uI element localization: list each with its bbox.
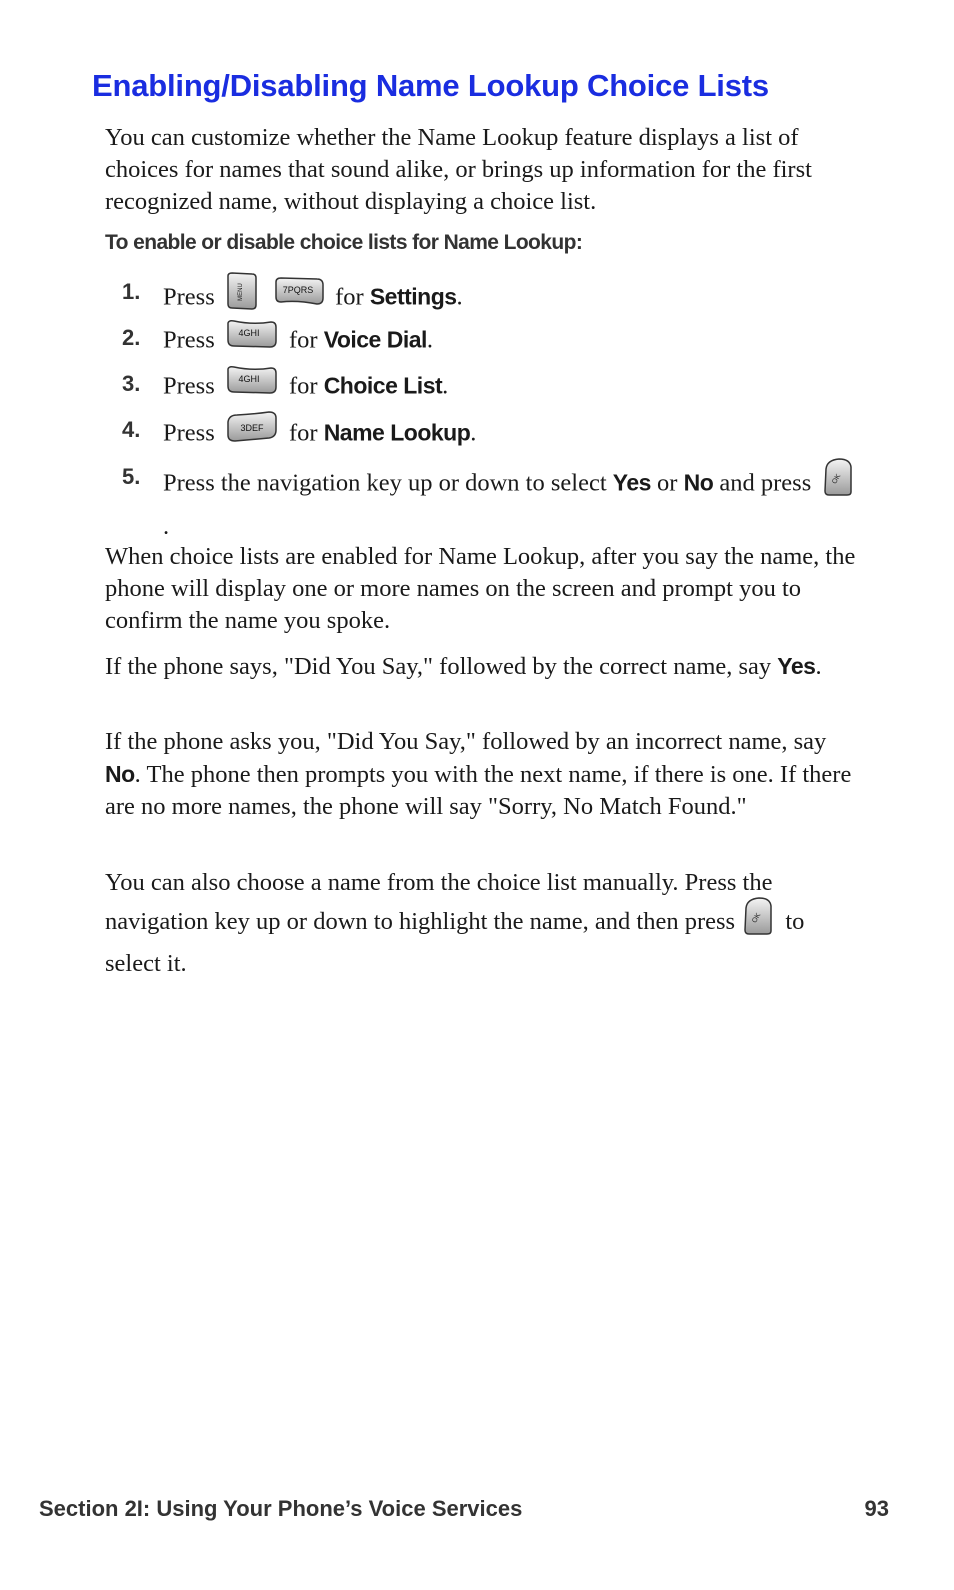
step-number: 3. [122, 371, 141, 396]
7pqrs-key-icon [273, 276, 325, 316]
intro-paragraph: You can customize whether the Name Lookup feature displays a list of choices for names that sound alike, or brings up information for the first recognized name, without displaying a choice list. [105, 124, 812, 215]
step-number: 4. [122, 417, 141, 442]
voice-dial-label: Voice Dial [323, 326, 427, 353]
svg-text:MENU: MENU [237, 283, 244, 301]
press-word: Press [163, 283, 215, 311]
svg-text:7PQRS: 7PQRS [282, 285, 314, 295]
4ghi-key-icon [225, 364, 279, 406]
ok-key-icon [741, 896, 775, 945]
for-word: for [288, 372, 318, 400]
incorrect-name-paragraph: If the phone asks you, "Did You Say," followed by an incorrect name, say No. The phone then prompts you with the next name, if there is one. If there are no more names, the phone will say "Sorry, No Match Found." [105, 728, 852, 820]
4ghi-key-icon [225, 318, 279, 360]
ok-key-icon [821, 457, 855, 507]
svg-text:4GHI: 4GHI [238, 374, 260, 384]
page-number: 93 [864, 1496, 889, 1521]
page-title: Enabling/Disabling Name Lookup Choice Lists [92, 68, 769, 103]
choice-list-enabled-paragraph: When choice lists are enabled for Name Lookup, after you say the name, the phone will display one or more names on the screen and prompt you to confirm the name you spoke. [105, 543, 856, 634]
no-label: No [683, 469, 714, 496]
settings-label: Settings [369, 283, 457, 310]
step-number: 5. [122, 464, 141, 489]
3def-key-icon [225, 410, 279, 454]
step-number: 2. [122, 325, 141, 350]
svg-text:3DEF: 3DEF [240, 423, 264, 433]
press-word: Press [163, 419, 215, 447]
choice-list-label: Choice List [323, 372, 443, 399]
svg-text:OK: OK [751, 912, 763, 925]
manual-selection-paragraph: You can also choose a name from the choice list manually. Press the navigation key up or down to highlight the name, and then press OK to select it. [105, 869, 805, 977]
footer-section-title: Section 2I: Using Your Phone’s Voice Services [39, 1496, 523, 1521]
yes-label: Yes [612, 469, 651, 496]
press-word: Press [163, 326, 215, 354]
for-word: for [288, 419, 318, 447]
name-lookup-label: Name Lookup [323, 419, 471, 446]
correct-name-paragraph: If the phone says, "Did You Say," followed by the correct name, say Yes. [105, 653, 822, 680]
yes-label: Yes [777, 653, 816, 679]
procedure-subheading: To enable or disable choice lists for Name Lookup: [105, 231, 583, 254]
for-word: for [288, 326, 318, 354]
no-label: No [105, 761, 135, 787]
step-number: 1. [122, 279, 141, 304]
svg-text:OK: OK [831, 473, 843, 486]
press-word: Press [163, 372, 215, 400]
for-word: for [335, 283, 364, 311]
menu-key-icon [225, 272, 259, 320]
svg-text:4GHI: 4GHI [238, 328, 260, 338]
